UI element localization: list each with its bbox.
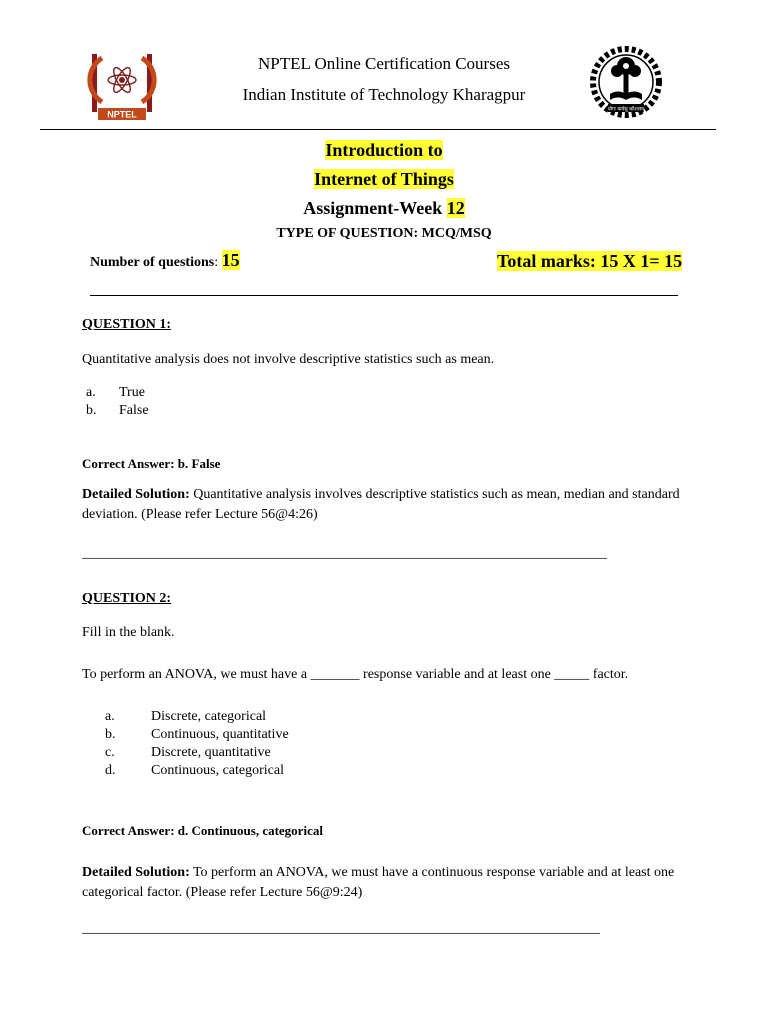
number-of-questions-sep: : xyxy=(214,255,222,270)
question-2-option-b xyxy=(105,726,289,744)
question-1-option-b xyxy=(86,402,149,420)
number-of-questions-value: 15 xyxy=(221,250,240,270)
question-2-heading: QUESTION 2: xyxy=(82,591,172,606)
solution-label: Detailed Solution: xyxy=(82,865,190,880)
option-label: a. xyxy=(86,385,96,400)
number-of-questions xyxy=(90,250,240,271)
solution-text: Quantitative analysis involves descriptive statistics such as mean, median and standard deviation. (Please refer Lecture 56@4:26) xyxy=(82,487,680,522)
question-1-answer: Correct Answer: b. False xyxy=(82,456,221,471)
question-2-option-c xyxy=(105,744,271,762)
question-2-solution xyxy=(82,863,692,903)
solution-label: Detailed Solution: xyxy=(82,487,190,502)
total-marks-text: Total marks: 15 X 1= 15 xyxy=(497,251,683,271)
question-1-heading: QUESTION 1: xyxy=(82,317,172,332)
header-line-1: NPTEL Online Certification Courses xyxy=(258,54,510,73)
assignment-title xyxy=(0,198,768,219)
assignment-week: 12 xyxy=(446,198,465,218)
question-2-answer: Correct Answer: d. Continuous, categorical xyxy=(82,823,323,838)
question-2-pre-stem: Fill in the blank. xyxy=(82,625,175,640)
assignment-prefix: Assignment-Week xyxy=(303,198,447,218)
nptel-logo-text: NPTEL xyxy=(107,109,137,120)
iit-logo-motto: योगः कर्मसु कौशलम् xyxy=(607,106,645,113)
option-text: Continuous, categorical xyxy=(151,763,284,778)
course-title-line-2-text: Internet of Things xyxy=(314,169,454,189)
course-title-line-2 xyxy=(0,169,768,190)
question-2-option-a xyxy=(105,708,266,726)
question-2-stem: To perform an ANOVA, we must have a _______ response variable and at least one _____ factor. xyxy=(82,667,629,682)
solution-text: To perform an ANOVA, we must have a continuous response variable and at least one categorical factor. (Please refer Lecture 56@9:24) xyxy=(82,865,675,900)
question-2-separator: __________________________________________________________________________ xyxy=(82,921,600,936)
question-1-solution xyxy=(82,485,692,525)
option-text: Discrete, quantitative xyxy=(151,745,271,760)
option-text: Discrete, categorical xyxy=(151,709,267,724)
question-1-option-a xyxy=(86,384,145,402)
question-1-separator: ___________________________________________________________________________ xyxy=(82,546,607,561)
course-title-line-1-text: Introduction to xyxy=(325,140,443,160)
section-divider xyxy=(90,295,678,296)
header-line-2: Indian Institute of Technology Kharagpur xyxy=(242,85,526,104)
question-2-option-d xyxy=(105,762,284,780)
option-label: d. xyxy=(105,763,116,778)
number-of-questions-label: Number of questions xyxy=(90,255,215,270)
option-label: c. xyxy=(105,745,115,760)
header-divider xyxy=(40,129,716,130)
course-title-line-1 xyxy=(0,140,768,161)
question-1-stem: Quantitative analysis does not involve descriptive statistics such as mean. xyxy=(82,352,495,367)
total-marks xyxy=(497,251,682,272)
option-text: True xyxy=(119,385,145,400)
option-label: b. xyxy=(86,403,97,418)
option-label: b. xyxy=(105,727,116,742)
option-label: a. xyxy=(105,709,115,724)
option-text: Continuous, quantitative xyxy=(151,727,289,742)
option-text: False xyxy=(119,403,149,418)
question-type: TYPE OF QUESTION: MCQ/MSQ xyxy=(276,226,492,241)
